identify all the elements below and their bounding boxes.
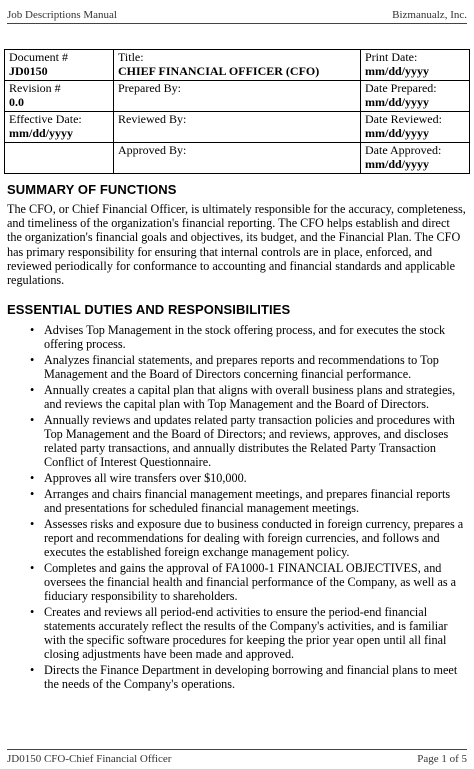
duties-list [7, 323, 466, 691]
list-item: • Assesses risks and exposure due to business conducted in foreign currency, prepares a report and recommendations for dealing with foreign currencies, and follows and executes the established foreign exchange management policy. [44, 517, 466, 559]
manual-title: Job Descriptions Manual [7, 9, 117, 21]
title-cell [114, 50, 361, 81]
date-approved-label: Date Approved: [365, 143, 442, 157]
info-row-revision [5, 81, 470, 112]
document-number-label: Document # [9, 50, 68, 64]
list-item: • Creates and reviews all period-end activities to ensure the period-end financial statements accurately reflect the results of the Company's activities, and is familiar with the specific software procedures for keeping the prior year open until all final closing adjustments have been made and approved. [44, 605, 466, 661]
date-reviewed-label: Date Reviewed: [365, 112, 442, 126]
print-date-cell [361, 50, 470, 81]
effective-date-cell [5, 112, 114, 143]
list-item: • Completes and gains the approval of FA1000-1 FINANCIAL OBJECTIVES, and oversees the financial health and financial performance of the Company, as well as a fiduciary responsibility to shareholders. [44, 561, 466, 603]
duties-section [7, 302, 466, 693]
info-row-approved [5, 143, 470, 174]
summary-section [7, 182, 466, 287]
approved-by-label: Approved By: [118, 143, 187, 157]
info-row-document [5, 50, 470, 81]
revision-label: Revision # [9, 81, 61, 95]
print-date-label: Print Date: [365, 50, 418, 64]
date-approved-cell [361, 143, 470, 174]
page-number: Page 1 of 5 [417, 753, 467, 765]
summary-heading: SUMMARY OF FUNCTIONS [7, 182, 177, 197]
page-footer [7, 749, 467, 768]
prepared-by-cell [114, 81, 361, 112]
date-prepared-label: Date Prepared: [365, 81, 437, 95]
empty-cell [5, 143, 114, 174]
list-item: • Approves all wire transfers over $10,000. [44, 471, 466, 485]
title-label: Title: [118, 50, 144, 64]
approved-by-cell [114, 143, 361, 174]
duties-heading: ESSENTIAL DUTIES AND RESPONSIBILITIES [7, 302, 291, 317]
date-reviewed-cell [361, 112, 470, 143]
reviewed-by-cell [114, 112, 361, 143]
prepared-by-label: Prepared By: [118, 81, 181, 95]
document-info-table [4, 49, 470, 174]
effective-date-value: mm/dd/yyyy [9, 126, 74, 140]
date-prepared-value: mm/dd/yyyy [365, 95, 430, 109]
date-reviewed-value: mm/dd/yyyy [365, 126, 430, 140]
print-date-value: mm/dd/yyyy [365, 64, 430, 78]
list-item: • Analyzes financial statements, and prepares reports and recommendations to Top Management and the Board of Directors concerning financial performance. [44, 353, 466, 381]
reviewed-by-label: Reviewed By: [118, 112, 187, 126]
document-number-value: JD0150 [9, 64, 48, 78]
date-prepared-cell [361, 81, 470, 112]
document-number-cell [5, 50, 114, 81]
revision-value: 0.0 [9, 95, 24, 109]
title-value: CHIEF FINANCIAL OFFICER (CFO) [118, 64, 320, 78]
revision-cell [5, 81, 114, 112]
info-row-effective [5, 112, 470, 143]
footer-document-name: JD0150 CFO-Chief Financial Officer [7, 753, 172, 765]
list-item: • Annually reviews and updates related party transaction policies and procedures with Top Management and the Board of Directors; and reviews, approves, and discloses related party transactions, and annually distributes the Related Party Transaction Conflict of Interest Questionnaire. [44, 413, 466, 469]
summary-text: The CFO, or Chief Financial Officer, is ultimately responsible for the accuracy, completeness, and timeliness of the organization's financial reporting. The CFO helps establish and direct the organization's financial goals and objectives, its budget, and the Financial Plan. The CFO has primary responsibility for ensuring that internal controls are in place, enforced, and reviewed periodically for conformance to accounting and financial standards and applicable regulations. [7, 202, 466, 288]
list-item: • Annually creates a capital plan that aligns with overall business plans and strategies, and reviews the capital plan with Top Management and the Board of Directors. [44, 383, 466, 411]
company-name: Bizmanualz, Inc. [392, 9, 467, 21]
page-header [7, 7, 467, 24]
list-item: • Directs the Finance Department in developing borrowing and financial plans to meet the needs of the Company's operations. [44, 663, 466, 691]
effective-date-label: Effective Date: [9, 112, 82, 126]
date-approved-value: mm/dd/yyyy [365, 157, 430, 171]
list-item: • Advises Top Management in the stock offering process, and for executes the stock offering process. [44, 323, 466, 351]
list-item: • Arranges and chairs financial management meetings, and prepares financial reports and presentations for scheduled financial management meetings. [44, 487, 466, 515]
